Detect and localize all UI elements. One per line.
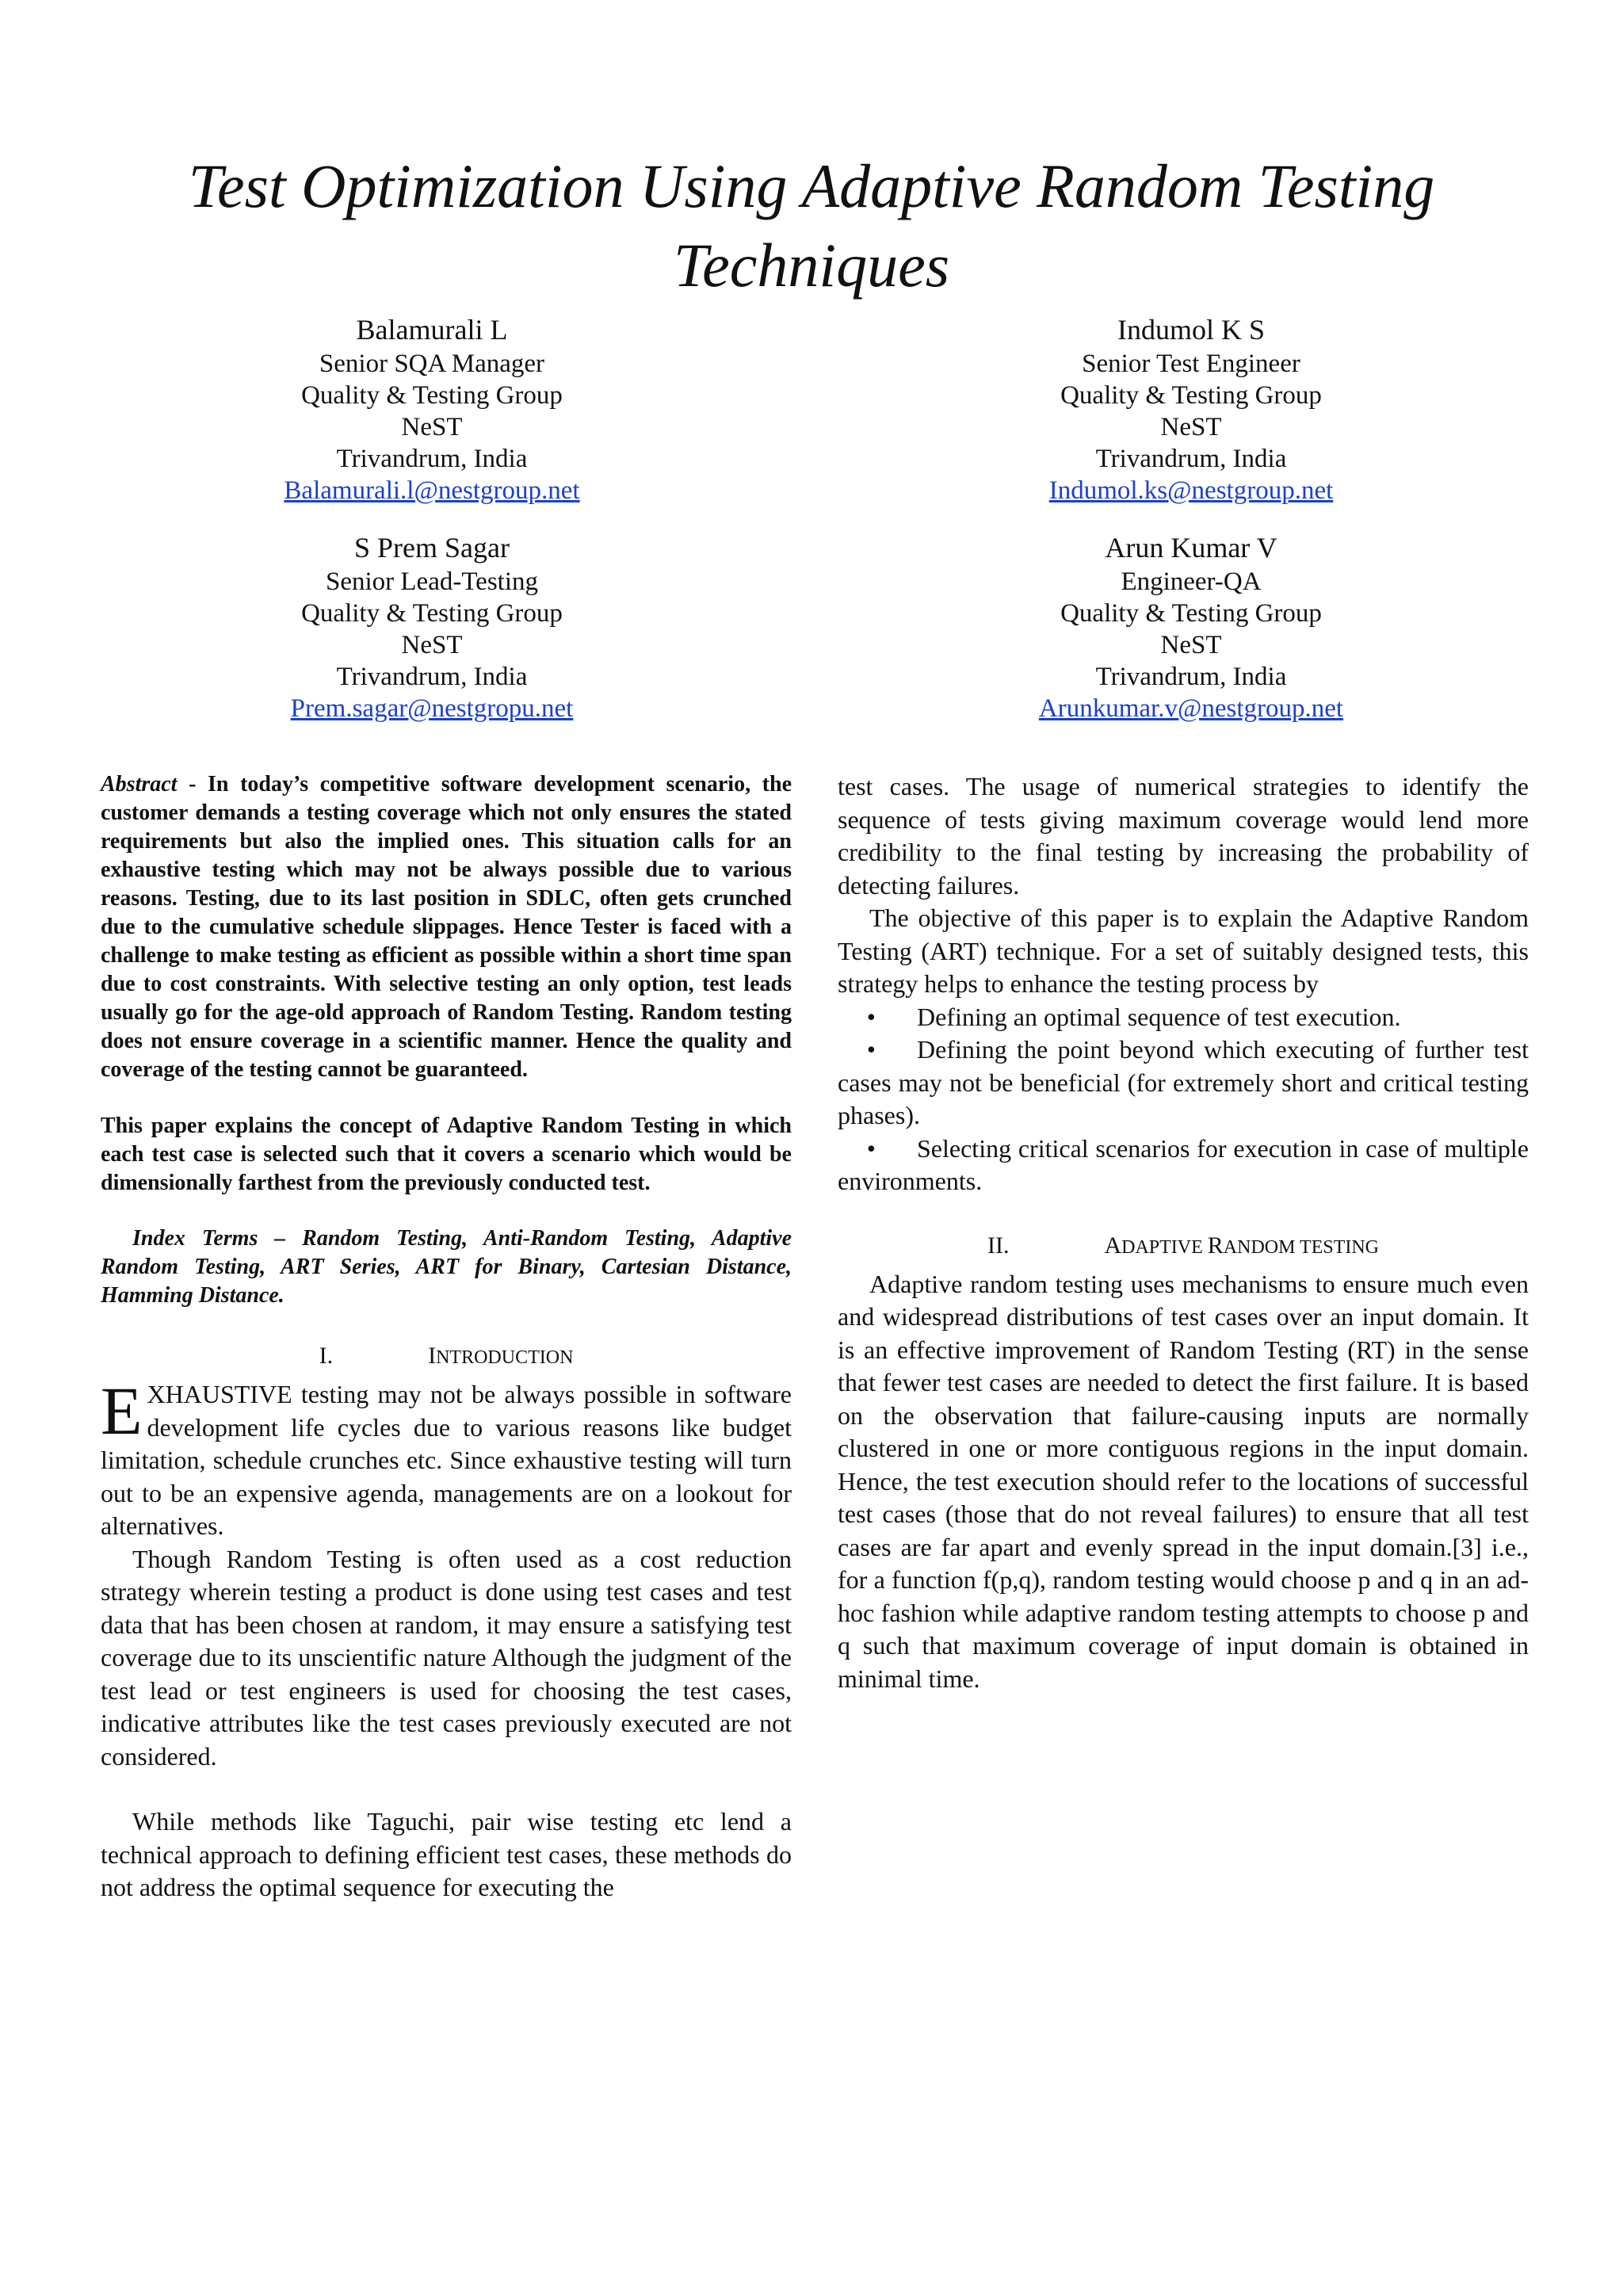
section-title-rest: DAPTIVE [1121,1236,1208,1258]
body-paragraph: While methods like Taguchi, pair wise testing etc lend a technical approach to defining efficient test cases, these methods do not address the optimal sequence for executing the [101,1807,792,1901]
author-group: Quality & Testing Group [301,599,563,628]
abstract-text: - In today’s competitive software development scenario, the customer demands a testing coverage which not only ensures the stated requirements but also the implied ones. This situation calls for an exhaustive testing which may not be always possible due to various reasons. Testing, due to its last position in SDLC, often gets crunched due to the cumulative schedule slippages. Hence Tester is faced with a challenge to make testing as efficient as possible within a short time span due to cost constraints. With selective testing an only option, test leads usually go for the age-old approach of Random Testing. Random testing does not ensure coverage in a scientific manner. Hence the quality and coverage of the testing cannot be guaranteed. [101,772,792,1082]
body-paragraph: test cases. The usage of numerical strategies to identify the sequence of tests giving maximum coverage would lend more credibility to the final testing by increasing the probability of detecting failures. [838,772,1529,900]
author-name: Indumol K S [1117,314,1265,346]
section-title-rest: NTRODUCTION [436,1347,574,1368]
body-paragraph: Adaptive random testing uses mechanisms to ensure much even and widespread distributions of test cases over an input domain. It is an effective improvement of Random Testing (RT) in the sense that fewer test cases are needed to detect the first failure. It is based on the observation that failure-causing inputs are normally clustered in one or more contiguous regions in the input domain. Hence, the test execution should refer to the locations of successful test cases (those that do not reveal failures) to ensure that all test cases are far apart and evenly spread in the input domain.[3] i.e., for a function f(p,q), random testing would choose p and q in an ad-hoc fashion while adaptive random testing attempts to choose p and q such that maximum coverage of input domain is obtained in minimal time. [838,1269,1529,1693]
abstract-label: Abstract [101,772,178,797]
list-item-text: Defining an optimal sequence of test execution. [917,1002,1401,1031]
list-item-text: Selecting critical scenarios for execution in case of multiple environments. [838,1133,1529,1195]
section-heading [838,1230,1529,1263]
author-email-link[interactable]: Arunkumar.v@nestgroup.net [1038,694,1344,723]
author-org: NeST [401,631,463,659]
author-block [131,529,733,724]
section-title-initial: R [1207,1232,1224,1259]
author-org: NeST [1160,631,1222,659]
author-block [131,311,733,506]
body-paragraph: Though Random Testing is often used as a cost reduction strategy wherein testing a product is done using test cases and test data that has been chosen at random, it may ensure a satisfying test coverage due to its unscientific nature Although the judgment of the test lead or test engineers is used for choosing the test cases, indicative attributes like the test cases previously executed are not considered. [101,1544,792,1771]
author-block [890,529,1492,724]
author-email-link[interactable]: Prem.sagar@nestgropu.net [290,694,574,723]
author-role: Senior Lead-Testing [325,567,539,596]
author-email-link[interactable]: Balamurali.l@nestgroup.net [284,476,580,505]
author-location: Trivandrum, India [1095,445,1287,473]
author-group: Quality & Testing Group [1060,381,1322,410]
list-item [838,1001,1529,1034]
list-item [838,1133,1529,1198]
abstract-paragraph-2: This paper explains the concept of Adaptive Random Testing in which each test case is selected such that it covers a scenario which would be dimensionally farthest from the previously conducted test. [101,1114,792,1195]
drop-cap: E [101,1373,143,1449]
author-role: Engineer-QA [1121,567,1262,596]
right-column [838,770,1529,1695]
section-number: I. [319,1343,334,1369]
bullet-icon: • [866,1133,876,1163]
section-heading [101,1340,792,1373]
author-name: S Prem Sagar [354,532,510,563]
author-location: Trivandrum, India [1095,663,1287,691]
author-group: Quality & Testing Group [1060,599,1322,628]
list-item [838,1033,1529,1133]
intro-text: XHAUSTIVE testing may not be always possible in software development life cycles due to various reasons like budget limitation, schedule crunches etc. Since exhaustive testing will turn out to be an expensive agenda, managements are on a lookout for alternatives. [101,1380,792,1540]
author-org: NeST [1160,413,1222,441]
list-item-text: Defining the point beyond which executing of further test cases may not be beneficial (for extremely short and critical testing phases). [838,1035,1529,1129]
section-number: II. [987,1232,1010,1259]
section-title-initial: I [428,1343,437,1369]
body-paragraph: The objective of this paper is to explain the Adaptive Random Testing (ART) technique. For a set of suitably designed tests, this strategy helps to enhance the testing process by [838,904,1529,998]
author-name: Balamurali L [356,314,508,346]
author-location: Trivandrum, India [336,663,528,691]
bullet-list [838,1001,1529,1198]
author-role: Senior Test Engineer [1082,350,1300,378]
index-terms: Index Terms – Random Testing, Anti-Random Testing, Adaptive Random Testing, ART Series, ART for Binary, Cartesian Distance, Hamming Distance. [101,1226,792,1308]
intro-paragraph [101,1373,792,1543]
author-email-link[interactable]: Indumol.ks@nestgroup.net [1048,476,1334,505]
section-title-initial: A [1104,1232,1122,1259]
bullet-icon: • [866,1035,876,1064]
author-location: Trivandrum, India [336,445,528,473]
section-title-rest: ANDOM TESTING [1223,1236,1380,1258]
author-block [890,311,1492,506]
author-name: Arun Kumar V [1105,532,1277,563]
left-column [101,770,792,1904]
abstract-paragraph [101,770,792,1084]
bullet-icon: • [866,1002,876,1031]
author-group: Quality & Testing Group [301,381,563,410]
paragraph-gap [101,1773,792,1805]
author-org: NeST [401,413,463,441]
paper-title: Test Optimization Using Adaptive Random Testing Techniques [188,151,1435,300]
author-role: Senior SQA Manager [319,350,545,378]
